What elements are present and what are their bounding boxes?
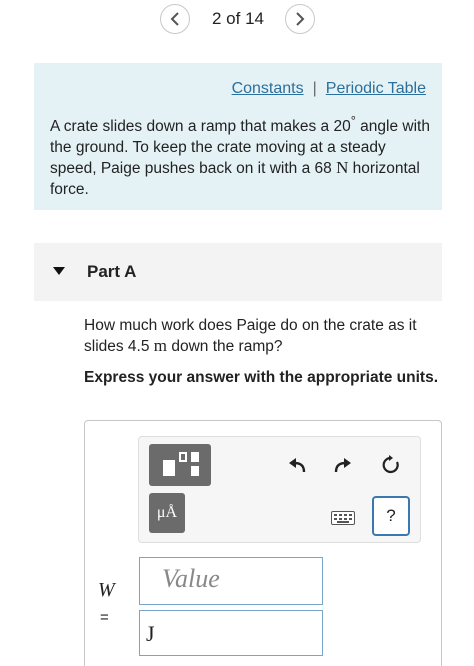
constants-link[interactable]: Constants	[231, 80, 304, 97]
redo-button[interactable]	[331, 453, 355, 477]
problem-text-3: horizontal force.	[50, 160, 420, 198]
degree-symbol: °	[350, 113, 356, 128]
pager-text: 2 of 14	[212, 9, 264, 28]
problem-statement	[50, 111, 434, 200]
link-separator: |	[312, 80, 317, 97]
variable-label: W	[98, 579, 115, 601]
distance-unit: m	[153, 336, 168, 355]
equals-label: =	[100, 609, 109, 626]
keyboard-icon[interactable]	[331, 511, 355, 525]
answer-box	[84, 420, 442, 666]
chevron-right-icon	[295, 12, 305, 26]
math-toolbar	[138, 436, 421, 543]
caret-down-icon[interactable]	[53, 267, 65, 275]
reset-icon	[381, 455, 401, 475]
problem-text-1: A crate slides down a ramp that makes a 20	[50, 118, 351, 136]
problem-text-2: angle with the ground. To keep the crate moving at a steady speed, Paige pushes back on it with a 68	[50, 118, 430, 178]
previous-button[interactable]	[160, 4, 190, 34]
force-unit: N	[336, 158, 349, 178]
undo-icon	[287, 456, 307, 474]
periodic-table-link[interactable]: Periodic Table	[325, 80, 426, 97]
reset-button[interactable]	[379, 453, 403, 477]
question-text	[84, 316, 444, 357]
unit-input[interactable]: J	[139, 610, 323, 656]
next-button[interactable]	[285, 4, 315, 34]
help-button[interactable]: ?	[372, 496, 410, 536]
undo-button[interactable]	[285, 453, 309, 477]
answer-instruction: Express your answer with the appropriate units.	[84, 369, 439, 386]
pager	[0, 0, 474, 38]
chevron-left-icon	[170, 12, 180, 26]
value-input[interactable]: Value	[139, 557, 323, 605]
part-a-header[interactable]	[34, 243, 442, 301]
units-button[interactable]: μÅ	[149, 493, 185, 533]
redo-icon	[333, 456, 353, 474]
problem-intro	[34, 63, 442, 210]
question-text-2: down the ramp?	[167, 338, 283, 355]
question-text-1: How much work does Paige do on the crate as it slides 4.5	[84, 317, 417, 355]
part-title: Part A	[87, 262, 137, 281]
templates-button[interactable]	[149, 444, 211, 486]
reference-links	[232, 80, 426, 98]
